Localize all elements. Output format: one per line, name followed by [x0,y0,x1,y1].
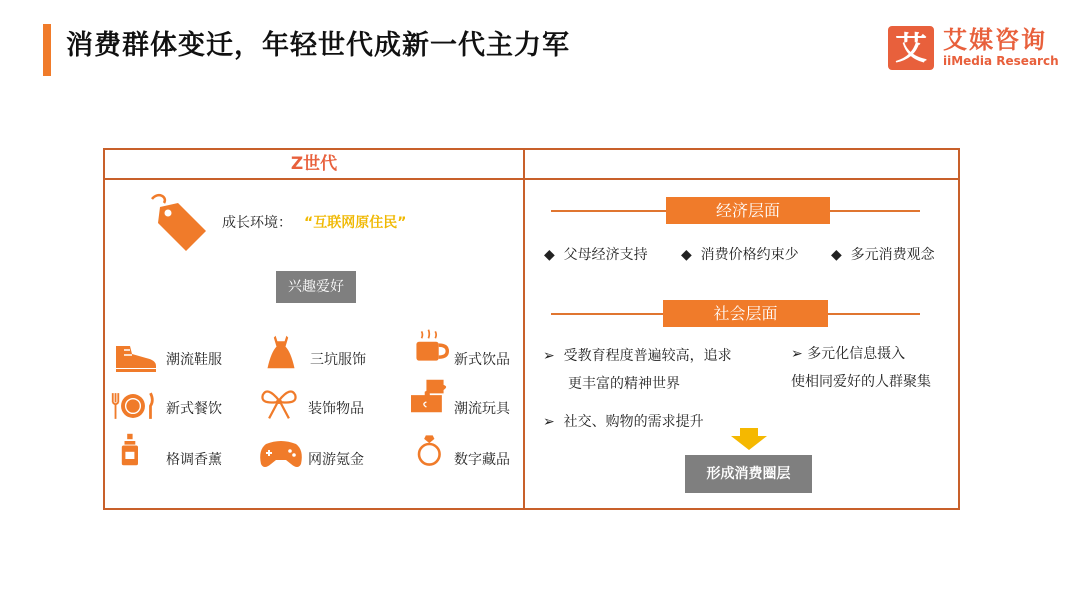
category-label: 数字藏品 [454,452,510,468]
category-label: 格调香薰 [166,452,222,468]
economic-section-title: 经济层面 [666,197,830,224]
social-item [543,342,783,398]
economic-item: ◆ 消费价格约束少 [681,247,799,263]
page-title: 消费群体变迁，年轻世代成新一代主力军 [66,30,570,61]
social-item [543,408,704,436]
arrow-bullet-icon: ➢ [791,346,803,362]
section-line-right [828,313,920,315]
economic-item-label: 消费价格约束少 [700,247,799,263]
economic-item-label: 父母经济支持 [563,247,648,263]
arrow-bullet-icon: ➢ [543,348,555,364]
growth-env-label: 成长环境： [222,215,292,231]
sneaker-icon [112,338,158,374]
price-tag-icon [148,193,210,255]
economic-item-label: 多元消费观念 [850,247,935,263]
dress-icon [258,334,304,370]
puzzle-icon [406,378,452,414]
bow-icon [256,386,302,422]
social-item [791,340,951,396]
category-label: 装饰物品 [308,401,364,417]
category-label: 网游氪金 [308,452,364,468]
social-item-text: 更丰富的精神世界 [568,376,680,392]
category-label: 三坑服饰 [310,352,366,368]
consumer-circle-result: 形成消费圈层 [685,455,812,493]
interest-badge: 兴趣爱好 [276,271,356,303]
social-item-text: 使相同爱好的人群聚集 [791,374,931,390]
ring-icon [408,432,454,468]
section-line-right [830,210,920,212]
down-arrow-icon [731,428,767,450]
category-label: 潮流玩具 [454,401,510,417]
gen-z-header: Z世代 [290,154,338,174]
social-item-text: 社交、购物的需求提升 [563,414,704,430]
logo-name-cn: 艾媒咨询 [943,26,1047,54]
title-accent-bar [43,24,51,76]
gamepad-icon [258,436,304,472]
section-line-left [551,313,663,315]
logo-mark: 艾 [888,26,934,70]
header-divider [103,178,960,180]
aroma-bottle-icon [115,432,161,468]
content-frame [103,148,960,510]
economic-item: ◆ 父母经济支持 [544,247,648,263]
economic-item: ◆ 多元消费观念 [831,247,935,263]
arrow-bullet-icon: ➢ [543,414,555,430]
brand-logo [888,26,1063,72]
growth-env-value: “互联网原住民” [304,215,407,231]
social-item-text: 受教育程度普遍较高，追求 [563,348,732,364]
category-label: 新式餐饮 [166,401,222,417]
social-section-title: 社会层面 [663,300,828,327]
column-divider [523,148,525,510]
cup-icon [408,328,454,364]
category-label: 新式饮品 [454,352,510,368]
dining-icon [110,388,156,424]
section-line-left [551,210,666,212]
social-item-text: 多元化信息摄入 [807,346,906,362]
category-label: 潮流鞋服 [166,352,222,368]
logo-name-en: iiMedia Research [943,54,1059,68]
